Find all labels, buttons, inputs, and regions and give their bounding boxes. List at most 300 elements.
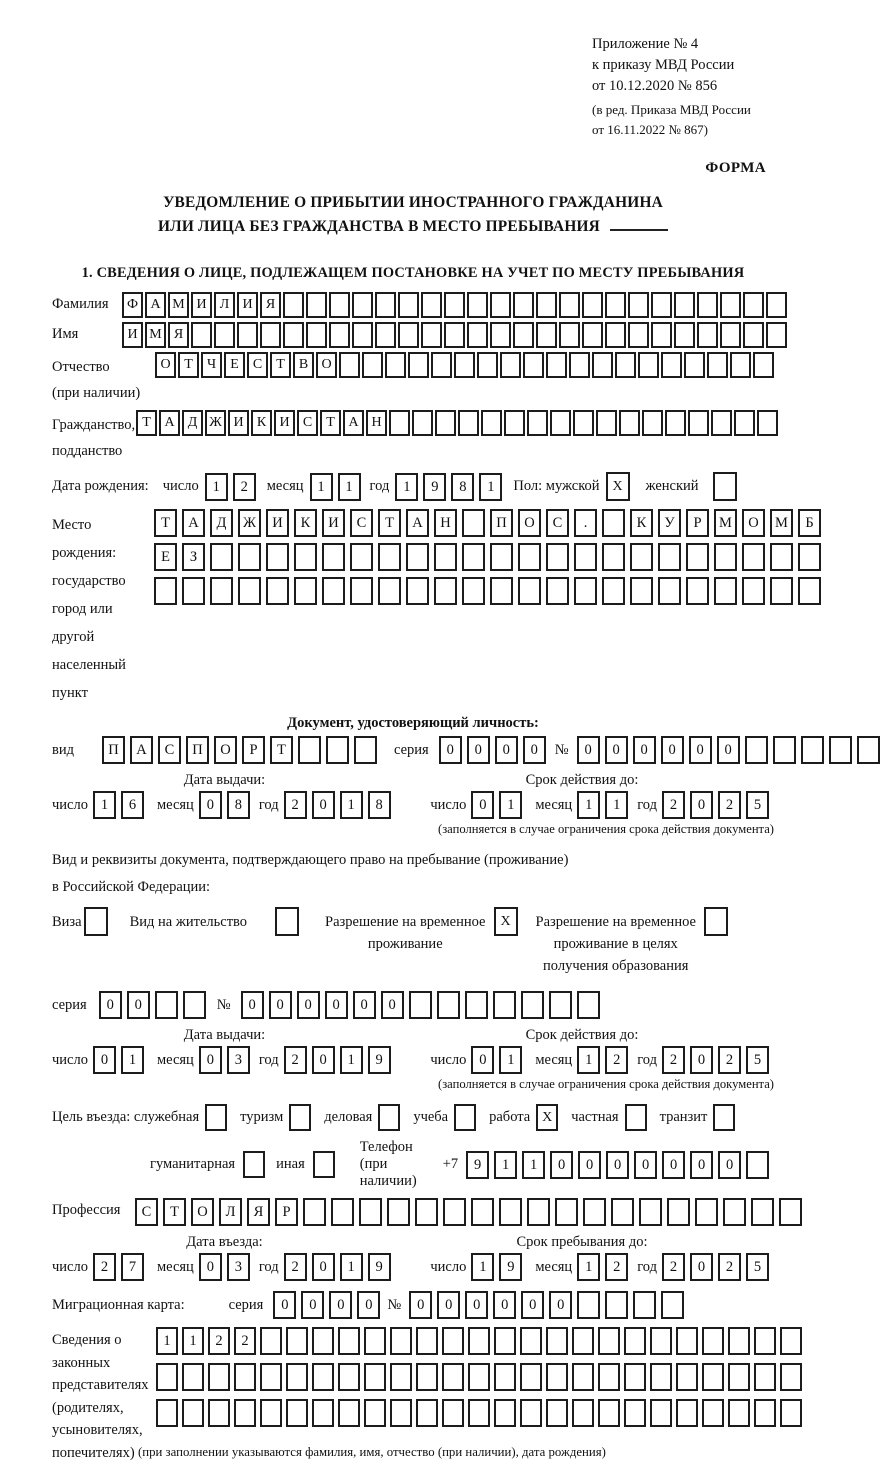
rvp-issue-month-field-cell[interactable]: 0 — [199, 1046, 222, 1074]
profession-field-cell[interactable] — [555, 1198, 578, 1226]
patronymic-field-cell[interactable] — [707, 352, 728, 378]
birthplace-field-3-cell[interactable] — [238, 577, 261, 605]
profession-field-cell[interactable] — [303, 1198, 326, 1226]
representatives-field-1-cell[interactable] — [338, 1327, 360, 1355]
birthplace-field-1-cell[interactable]: Ж — [238, 509, 261, 537]
id-number-field-cell[interactable] — [745, 736, 768, 764]
sex-female-checkbox-cell[interactable] — [713, 472, 737, 501]
birthplace-field-1-cell[interactable]: Д — [210, 509, 233, 537]
surname-field-cell[interactable] — [674, 292, 695, 318]
surname-field-cell[interactable] — [352, 292, 373, 318]
given-name-field-cell[interactable] — [605, 322, 626, 348]
representatives-field-3-cell[interactable] — [676, 1399, 698, 1427]
birthplace-field-3-cell[interactable] — [322, 577, 345, 605]
mig-number-field-cell[interactable] — [577, 1291, 600, 1319]
surname-field-cell[interactable] — [536, 292, 557, 318]
representatives-field-1-cell[interactable] — [728, 1327, 750, 1355]
birthplace-field-3-cell[interactable] — [742, 577, 765, 605]
patronymic-field-cell[interactable] — [569, 352, 590, 378]
purpose-humanitarian-checkbox-cell[interactable] — [243, 1151, 265, 1178]
citizenship-field-cell[interactable] — [619, 410, 640, 436]
birth-month-field-cell[interactable]: 1 — [310, 473, 333, 501]
patronymic-field-cell[interactable] — [454, 352, 475, 378]
citizenship-field-cell[interactable]: И — [228, 410, 249, 436]
rvp-number-field-cell[interactable] — [549, 991, 572, 1019]
id-issue-year-field-cell[interactable]: 0 — [312, 791, 335, 819]
given-name-field-cell[interactable] — [421, 322, 442, 348]
birthplace-field-1-cell[interactable]: М — [714, 509, 737, 537]
birthplace-field-3-cell[interactable] — [518, 577, 541, 605]
rvp-number-field-cell[interactable]: 0 — [269, 991, 292, 1019]
birthplace-field-3-cell[interactable] — [434, 577, 457, 605]
birthplace-field-1-cell[interactable] — [602, 509, 625, 537]
profession-field-cell[interactable] — [779, 1198, 802, 1226]
given-name-field-cell[interactable] — [352, 322, 373, 348]
representatives-field-3-cell[interactable] — [728, 1399, 750, 1427]
profession-field-cell[interactable] — [611, 1198, 634, 1226]
profession-field-cell[interactable] — [639, 1198, 662, 1226]
representatives-field-2-cell[interactable] — [702, 1363, 724, 1391]
given-name-field-cell[interactable] — [582, 322, 603, 348]
surname-field-cell[interactable] — [766, 292, 787, 318]
surname-field-cell[interactable]: Я — [260, 292, 281, 318]
rvp-number-field-cell[interactable]: 0 — [325, 991, 348, 1019]
given-name-field-cell[interactable] — [490, 322, 511, 348]
birthplace-field-3-cell[interactable] — [350, 577, 373, 605]
citizenship-field-cell[interactable]: Т — [136, 410, 157, 436]
surname-field-cell[interactable]: И — [237, 292, 258, 318]
profession-field-cell[interactable]: Т — [163, 1198, 186, 1226]
entry-month-field-cell[interactable]: 0 — [199, 1253, 222, 1281]
entry-day-field-cell[interactable]: 2 — [93, 1253, 116, 1281]
birth-month-field-cell[interactable]: 1 — [338, 473, 361, 501]
id-valid-year-field-cell[interactable]: 2 — [662, 791, 685, 819]
birthplace-field-1-cell[interactable]: А — [406, 509, 429, 537]
representatives-field-1-cell[interactable] — [546, 1327, 568, 1355]
phone-field-cell[interactable]: 0 — [662, 1151, 685, 1179]
given-name-field-cell[interactable] — [214, 322, 235, 348]
representatives-field-3-cell[interactable] — [494, 1399, 516, 1427]
id-valid-year-field-cell[interactable]: 0 — [690, 791, 713, 819]
birthplace-field-2-cell[interactable]: З — [182, 543, 205, 571]
birthplace-field-1-cell[interactable]: . — [574, 509, 597, 537]
purpose-official-checkbox-cell[interactable] — [205, 1104, 227, 1131]
rvp-issue-year-field-cell[interactable]: 9 — [368, 1046, 391, 1074]
rvp-issue-day-field-cell[interactable]: 1 — [121, 1046, 144, 1074]
birthplace-field-1-cell[interactable]: Р — [686, 509, 709, 537]
surname-field-cell[interactable] — [651, 292, 672, 318]
patronymic-field-cell[interactable]: Е — [224, 352, 245, 378]
birthplace-field-3-cell[interactable] — [490, 577, 513, 605]
representatives-field-2-cell[interactable] — [416, 1363, 438, 1391]
patronymic-field-cell[interactable]: О — [316, 352, 337, 378]
given-name-field-cell[interactable] — [513, 322, 534, 348]
entry-day-field-cell[interactable]: 7 — [121, 1253, 144, 1281]
id-valid-day-field-cell[interactable]: 1 — [499, 791, 522, 819]
patronymic-field-cell[interactable] — [684, 352, 705, 378]
surname-field-cell[interactable]: И — [191, 292, 212, 318]
rvp-series-field-cell[interactable] — [155, 991, 178, 1019]
representatives-field-3-cell[interactable] — [416, 1399, 438, 1427]
citizenship-field-cell[interactable]: И — [274, 410, 295, 436]
birthplace-field-1-cell[interactable]: А — [182, 509, 205, 537]
birthplace-field-2-cell[interactable] — [658, 543, 681, 571]
profession-field-cell[interactable] — [359, 1198, 382, 1226]
birthplace-field-2-cell[interactable] — [686, 543, 709, 571]
citizenship-field-cell[interactable]: А — [343, 410, 364, 436]
representatives-field-3-cell[interactable] — [260, 1399, 282, 1427]
representatives-field-1-cell[interactable] — [624, 1327, 646, 1355]
given-name-field-cell[interactable] — [743, 322, 764, 348]
citizenship-field-cell[interactable] — [504, 410, 525, 436]
profession-field-cell[interactable] — [751, 1198, 774, 1226]
stay-year-field-cell[interactable]: 0 — [690, 1253, 713, 1281]
mig-number-field-cell[interactable]: 0 — [521, 1291, 544, 1319]
representatives-field-1-cell[interactable] — [468, 1327, 490, 1355]
birthplace-field-2-cell[interactable] — [406, 543, 429, 571]
phone-field-cell[interactable]: 1 — [494, 1151, 517, 1179]
representatives-field-1-cell[interactable] — [754, 1327, 776, 1355]
given-name-field-cell[interactable]: И — [122, 322, 143, 348]
visa-checkbox-cell[interactable] — [84, 907, 108, 936]
citizenship-field-cell[interactable] — [458, 410, 479, 436]
representatives-field-2-cell[interactable] — [520, 1363, 542, 1391]
representatives-field-2-cell[interactable] — [260, 1363, 282, 1391]
birthplace-field-3-cell[interactable] — [546, 577, 569, 605]
rvp-issue-year-field-cell[interactable]: 1 — [340, 1046, 363, 1074]
birthplace-field-2-cell[interactable] — [378, 543, 401, 571]
surname-field-cell[interactable] — [306, 292, 327, 318]
birthplace-field-2-cell[interactable] — [238, 543, 261, 571]
id-issue-year-field-cell[interactable]: 8 — [368, 791, 391, 819]
given-name-field-cell[interactable] — [306, 322, 327, 348]
birthplace-field-3-cell[interactable] — [406, 577, 429, 605]
given-name-field-cell[interactable] — [283, 322, 304, 348]
birthplace-field-2-cell[interactable] — [518, 543, 541, 571]
phone-field-cell[interactable]: 0 — [550, 1151, 573, 1179]
representatives-field-1-cell[interactable] — [442, 1327, 464, 1355]
given-name-field-cell[interactable] — [628, 322, 649, 348]
birthplace-field-3-cell[interactable] — [630, 577, 653, 605]
id-number-field-cell[interactable]: 0 — [577, 736, 600, 764]
profession-field-cell[interactable] — [499, 1198, 522, 1226]
patronymic-field-cell[interactable] — [477, 352, 498, 378]
rvp-valid-year-field-cell[interactable]: 2 — [662, 1046, 685, 1074]
citizenship-field-cell[interactable] — [596, 410, 617, 436]
rvp-series-field-cell[interactable]: 0 — [127, 991, 150, 1019]
representatives-field-1-cell[interactable] — [260, 1327, 282, 1355]
phone-field-cell[interactable]: 9 — [466, 1151, 489, 1179]
surname-field-cell[interactable]: М — [168, 292, 189, 318]
id-valid-month-field-cell[interactable]: 1 — [577, 791, 600, 819]
birthplace-field-2-cell[interactable]: Е — [154, 543, 177, 571]
representatives-field-2-cell[interactable] — [494, 1363, 516, 1391]
phone-field-cell[interactable]: 1 — [522, 1151, 545, 1179]
patronymic-field-cell[interactable] — [753, 352, 774, 378]
id-issue-year-field-cell[interactable]: 1 — [340, 791, 363, 819]
representatives-field-2-cell[interactable] — [624, 1363, 646, 1391]
profession-field-cell[interactable]: Р — [275, 1198, 298, 1226]
birthplace-field-3-cell[interactable] — [602, 577, 625, 605]
representatives-field-3-cell[interactable] — [442, 1399, 464, 1427]
citizenship-field-cell[interactable] — [527, 410, 548, 436]
birthplace-field-2-cell[interactable] — [798, 543, 821, 571]
stay-day-field-cell[interactable]: 9 — [499, 1253, 522, 1281]
temp-residence-edu-checkbox-cell[interactable] — [704, 907, 728, 936]
citizenship-field-cell[interactable] — [734, 410, 755, 436]
rvp-valid-year-field-cell[interactable]: 2 — [718, 1046, 741, 1074]
given-name-field-cell[interactable] — [191, 322, 212, 348]
given-name-field-cell[interactable] — [260, 322, 281, 348]
birthplace-field-1-cell[interactable]: М — [770, 509, 793, 537]
entry-year-field-cell[interactable]: 9 — [368, 1253, 391, 1281]
id-series-field-cell[interactable]: 0 — [439, 736, 462, 764]
mig-series-field-cell[interactable]: 0 — [329, 1291, 352, 1319]
mig-number-field-cell[interactable] — [605, 1291, 628, 1319]
patronymic-field-cell[interactable] — [362, 352, 383, 378]
given-name-field-cell[interactable] — [329, 322, 350, 348]
given-name-field-cell[interactable]: Я — [168, 322, 189, 348]
birthplace-field-1-cell[interactable]: Т — [154, 509, 177, 537]
birth-day-field-cell[interactable]: 2 — [233, 473, 256, 501]
rvp-issue-year-field-cell[interactable]: 0 — [312, 1046, 335, 1074]
purpose-study-checkbox-cell[interactable] — [454, 1104, 476, 1131]
surname-field-cell[interactable] — [559, 292, 580, 318]
rvp-series-field-cell[interactable] — [183, 991, 206, 1019]
id-kind-field-cell[interactable]: Т — [270, 736, 293, 764]
citizenship-field-cell[interactable] — [389, 410, 410, 436]
birthplace-field-3-cell[interactable] — [154, 577, 177, 605]
profession-field-cell[interactable] — [331, 1198, 354, 1226]
citizenship-field-cell[interactable] — [757, 410, 778, 436]
birthplace-field-3-cell[interactable] — [378, 577, 401, 605]
patronymic-field-cell[interactable] — [385, 352, 406, 378]
entry-year-field-cell[interactable]: 0 — [312, 1253, 335, 1281]
id-kind-field-cell[interactable]: О — [214, 736, 237, 764]
rvp-number-field-cell[interactable]: 0 — [297, 991, 320, 1019]
representatives-field-1-cell[interactable] — [494, 1327, 516, 1355]
rvp-number-field-cell[interactable] — [577, 991, 600, 1019]
birthplace-field-1-cell[interactable]: С — [546, 509, 569, 537]
given-name-field-cell[interactable] — [467, 322, 488, 348]
patronymic-field-cell[interactable] — [546, 352, 567, 378]
representatives-field-3-cell[interactable] — [338, 1399, 360, 1427]
representatives-field-2-cell[interactable] — [676, 1363, 698, 1391]
surname-field-cell[interactable] — [628, 292, 649, 318]
rvp-issue-year-field-cell[interactable]: 2 — [284, 1046, 307, 1074]
patronymic-field-cell[interactable]: Т — [270, 352, 291, 378]
id-number-field-cell[interactable] — [857, 736, 880, 764]
representatives-field-2-cell[interactable] — [312, 1363, 334, 1391]
id-issue-day-field-cell[interactable]: 1 — [93, 791, 116, 819]
surname-field-cell[interactable] — [467, 292, 488, 318]
id-valid-year-field-cell[interactable]: 2 — [718, 791, 741, 819]
representatives-field-3-cell[interactable] — [286, 1399, 308, 1427]
patronymic-field-cell[interactable] — [730, 352, 751, 378]
citizenship-field-cell[interactable] — [688, 410, 709, 436]
birthplace-field-1-cell[interactable]: И — [266, 509, 289, 537]
birthplace-field-2-cell[interactable] — [266, 543, 289, 571]
patronymic-field-cell[interactable] — [408, 352, 429, 378]
temp-residence-checkbox-cell[interactable]: X — [494, 907, 518, 936]
birthplace-field-3-cell[interactable] — [462, 577, 485, 605]
citizenship-field-cell[interactable] — [573, 410, 594, 436]
representatives-field-3-cell[interactable] — [208, 1399, 230, 1427]
representatives-field-1-cell[interactable] — [312, 1327, 334, 1355]
citizenship-field-cell[interactable]: А — [159, 410, 180, 436]
mig-number-field-cell[interactable]: 0 — [549, 1291, 572, 1319]
rvp-issue-day-field-cell[interactable]: 0 — [93, 1046, 116, 1074]
representatives-field-1-cell[interactable] — [598, 1327, 620, 1355]
birthplace-field-2-cell[interactable] — [714, 543, 737, 571]
given-name-field-cell[interactable] — [651, 322, 672, 348]
birthplace-field-3-cell[interactable] — [686, 577, 709, 605]
id-series-field-cell[interactable]: 0 — [467, 736, 490, 764]
rvp-valid-day-field-cell[interactable]: 0 — [471, 1046, 494, 1074]
mig-series-field-cell[interactable]: 0 — [273, 1291, 296, 1319]
mig-number-field-cell[interactable]: 0 — [465, 1291, 488, 1319]
citizenship-field-cell[interactable]: Т — [320, 410, 341, 436]
patronymic-field-cell[interactable]: С — [247, 352, 268, 378]
phone-field-cell[interactable] — [746, 1151, 769, 1179]
representatives-field-1-cell[interactable] — [780, 1327, 802, 1355]
representatives-field-3-cell[interactable] — [364, 1399, 386, 1427]
citizenship-field-cell[interactable]: К — [251, 410, 272, 436]
birthplace-field-2-cell[interactable] — [322, 543, 345, 571]
rvp-number-field-cell[interactable]: 0 — [381, 991, 404, 1019]
id-number-field-cell[interactable]: 0 — [689, 736, 712, 764]
representatives-field-2-cell[interactable] — [338, 1363, 360, 1391]
patronymic-field-cell[interactable] — [500, 352, 521, 378]
representatives-field-1-cell[interactable]: 2 — [208, 1327, 230, 1355]
representatives-field-1-cell[interactable] — [702, 1327, 724, 1355]
representatives-field-3-cell[interactable] — [182, 1399, 204, 1427]
birthplace-field-2-cell[interactable] — [462, 543, 485, 571]
citizenship-field-cell[interactable] — [665, 410, 686, 436]
given-name-field-cell[interactable] — [674, 322, 695, 348]
profession-field-cell[interactable]: С — [135, 1198, 158, 1226]
given-name-field-cell[interactable] — [444, 322, 465, 348]
profession-field-cell[interactable] — [667, 1198, 690, 1226]
representatives-field-2-cell[interactable] — [156, 1363, 178, 1391]
id-number-field-cell[interactable] — [801, 736, 824, 764]
mig-number-field-cell[interactable]: 0 — [437, 1291, 460, 1319]
given-name-field-cell[interactable] — [720, 322, 741, 348]
patronymic-field-cell[interactable] — [638, 352, 659, 378]
citizenship-field-cell[interactable] — [481, 410, 502, 436]
given-name-field-cell[interactable] — [375, 322, 396, 348]
patronymic-field-cell[interactable]: Т — [178, 352, 199, 378]
representatives-field-3-cell[interactable] — [702, 1399, 724, 1427]
representatives-field-3-cell[interactable] — [312, 1399, 334, 1427]
id-kind-field-cell[interactable]: С — [158, 736, 181, 764]
representatives-field-1-cell[interactable]: 2 — [234, 1327, 256, 1355]
representatives-field-2-cell[interactable] — [208, 1363, 230, 1391]
id-number-field-cell[interactable]: 0 — [717, 736, 740, 764]
rvp-number-field-cell[interactable] — [437, 991, 460, 1019]
representatives-field-3-cell[interactable] — [624, 1399, 646, 1427]
stay-year-field-cell[interactable]: 5 — [746, 1253, 769, 1281]
id-issue-year-field-cell[interactable]: 2 — [284, 791, 307, 819]
representatives-field-1-cell[interactable] — [676, 1327, 698, 1355]
representatives-field-3-cell[interactable] — [546, 1399, 568, 1427]
representatives-field-1-cell[interactable] — [520, 1327, 542, 1355]
rvp-number-field-cell[interactable] — [521, 991, 544, 1019]
patronymic-field-cell[interactable]: О — [155, 352, 176, 378]
birth-year-field-cell[interactable]: 9 — [423, 473, 446, 501]
representatives-field-1-cell[interactable] — [416, 1327, 438, 1355]
birthplace-field-2-cell[interactable] — [490, 543, 513, 571]
surname-field-cell[interactable] — [329, 292, 350, 318]
rvp-number-field-cell[interactable]: 0 — [241, 991, 264, 1019]
birthplace-field-2-cell[interactable] — [742, 543, 765, 571]
residence-permit-checkbox-cell[interactable] — [275, 907, 299, 936]
mig-series-field-cell[interactable]: 0 — [301, 1291, 324, 1319]
birthplace-field-2-cell[interactable] — [210, 543, 233, 571]
rvp-valid-month-field-cell[interactable]: 1 — [577, 1046, 600, 1074]
representatives-field-2-cell[interactable] — [468, 1363, 490, 1391]
representatives-field-3-cell[interactable] — [598, 1399, 620, 1427]
rvp-number-field-cell[interactable] — [409, 991, 432, 1019]
representatives-field-2-cell[interactable] — [598, 1363, 620, 1391]
representatives-field-1-cell[interactable]: 1 — [182, 1327, 204, 1355]
representatives-field-1-cell[interactable] — [364, 1327, 386, 1355]
birthplace-field-3-cell[interactable] — [266, 577, 289, 605]
rvp-valid-year-field-cell[interactable]: 5 — [746, 1046, 769, 1074]
birthplace-field-1-cell[interactable]: К — [630, 509, 653, 537]
birthplace-field-3-cell[interactable] — [210, 577, 233, 605]
birthplace-field-1-cell[interactable]: О — [742, 509, 765, 537]
birth-year-field-cell[interactable]: 1 — [479, 473, 502, 501]
representatives-field-2-cell[interactable] — [390, 1363, 412, 1391]
stay-year-field-cell[interactable]: 2 — [718, 1253, 741, 1281]
representatives-field-1-cell[interactable] — [286, 1327, 308, 1355]
given-name-field-cell[interactable] — [536, 322, 557, 348]
given-name-field-cell[interactable] — [237, 322, 258, 348]
representatives-field-2-cell[interactable] — [754, 1363, 776, 1391]
surname-field-cell[interactable] — [490, 292, 511, 318]
representatives-field-1-cell[interactable] — [650, 1327, 672, 1355]
phone-field-cell[interactable]: 0 — [634, 1151, 657, 1179]
surname-field-cell[interactable]: Л — [214, 292, 235, 318]
citizenship-field-cell[interactable] — [550, 410, 571, 436]
citizenship-field-cell[interactable]: Н — [366, 410, 387, 436]
birthplace-field-3-cell[interactable] — [798, 577, 821, 605]
birthplace-field-2-cell[interactable] — [546, 543, 569, 571]
birthplace-field-2-cell[interactable] — [770, 543, 793, 571]
rvp-issue-month-field-cell[interactable]: 3 — [227, 1046, 250, 1074]
id-issue-month-field-cell[interactable]: 8 — [227, 791, 250, 819]
birthplace-field-2-cell[interactable] — [294, 543, 317, 571]
given-name-field-cell[interactable] — [697, 322, 718, 348]
patronymic-field-cell[interactable]: В — [293, 352, 314, 378]
representatives-field-1-cell[interactable]: 1 — [156, 1327, 178, 1355]
mig-number-field-cell[interactable]: 0 — [493, 1291, 516, 1319]
profession-field-cell[interactable] — [415, 1198, 438, 1226]
birthplace-field-3-cell[interactable] — [770, 577, 793, 605]
given-name-field-cell[interactable] — [559, 322, 580, 348]
phone-field-cell[interactable]: 0 — [578, 1151, 601, 1179]
id-number-field-cell[interactable] — [773, 736, 796, 764]
mig-number-field-cell[interactable] — [633, 1291, 656, 1319]
mig-number-field-cell[interactable] — [661, 1291, 684, 1319]
birthplace-field-2-cell[interactable] — [350, 543, 373, 571]
birthplace-field-1-cell[interactable]: К — [294, 509, 317, 537]
mig-series-field-cell[interactable]: 0 — [357, 1291, 380, 1319]
id-kind-field-cell[interactable] — [326, 736, 349, 764]
patronymic-field-cell[interactable]: Ч — [201, 352, 222, 378]
birthplace-field-1-cell[interactable] — [462, 509, 485, 537]
